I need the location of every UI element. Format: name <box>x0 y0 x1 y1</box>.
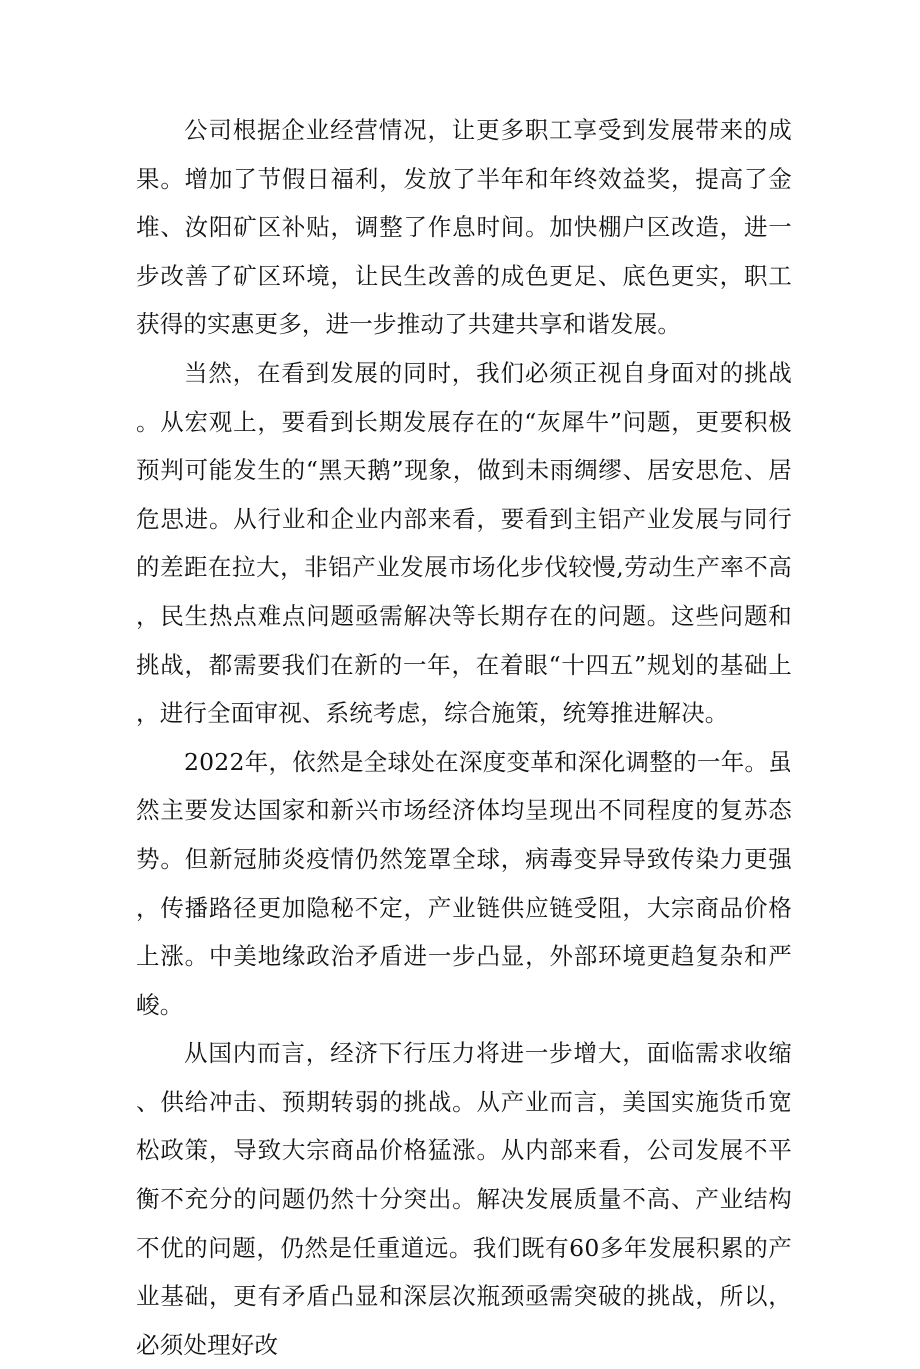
document-body <box>136 106 792 1369</box>
paragraph-3: 2022年，依然是全球处在深度变革和深化调整的一年。虽然主要发达国家和新兴市场经济体均呈现出不同程度的复苏态势。但新冠肺炎疫情仍然笼罩全球，病毒变异导致传染力更强，传播路径更加隐秘不定，产业链供应链受阻，大宗商品价格上涨。中美地缘政治矛盾进一步凸显，外部环境更趋复杂和严峻。 <box>136 747 792 1019</box>
paragraph-1: 公司根据企业经营情况，让更多职工享受到发展带来的成果。增加了节假日福利，发放了半年和年终效益奖，提高了金堆、汝阳矿区补贴，调整了作息时间。加快棚户区改造，进一步改善了矿区环境，让民生改善的成色更足、底色更实，职工获得的实惠更多，进一步推动了共建共享和谐发展。 <box>136 116 792 339</box>
paragraph-2: 当然，在看到发展的同时，我们必须正视自身面对的挑战。从宏观上，要看到长期发展存在的“灰犀牛”问题，更要积极预判可能发生的“黑天鹅”现象，做到未雨绸缪、居安思危、居危思进。从行业和企业内部来看，要看到主铝产业发展与同行的差距在拉大，非铝产业发展市场化步伐较慢,劳动生产率不高，民生热点难点问题亟需解决等长期存在的问题。这些问题和挑战，都需要我们在新的一年，在着眼“十四五”规划的基础上，进行全面审视、系统考虑，综合施策，统筹推进解决。 <box>136 358 792 728</box>
paragraph-4: 从国内而言，经济下行压力将进一步增大，面临需求收缩、供给冲击、预期转弱的挑战。从产业而言，美国实施货币宽松政策，导致大宗商品价格猛涨。从内部来看，公司发展不平衡不充分的问题仍然十分突出。解决发展质量不高、产业结构不优的问题，仍然是任重道远。我们既有60多年发展积累的产业基础，更有矛盾凸显和深层次瓶颈亟需突破的挑战，所以，必须处理好改 <box>136 1039 792 1359</box>
